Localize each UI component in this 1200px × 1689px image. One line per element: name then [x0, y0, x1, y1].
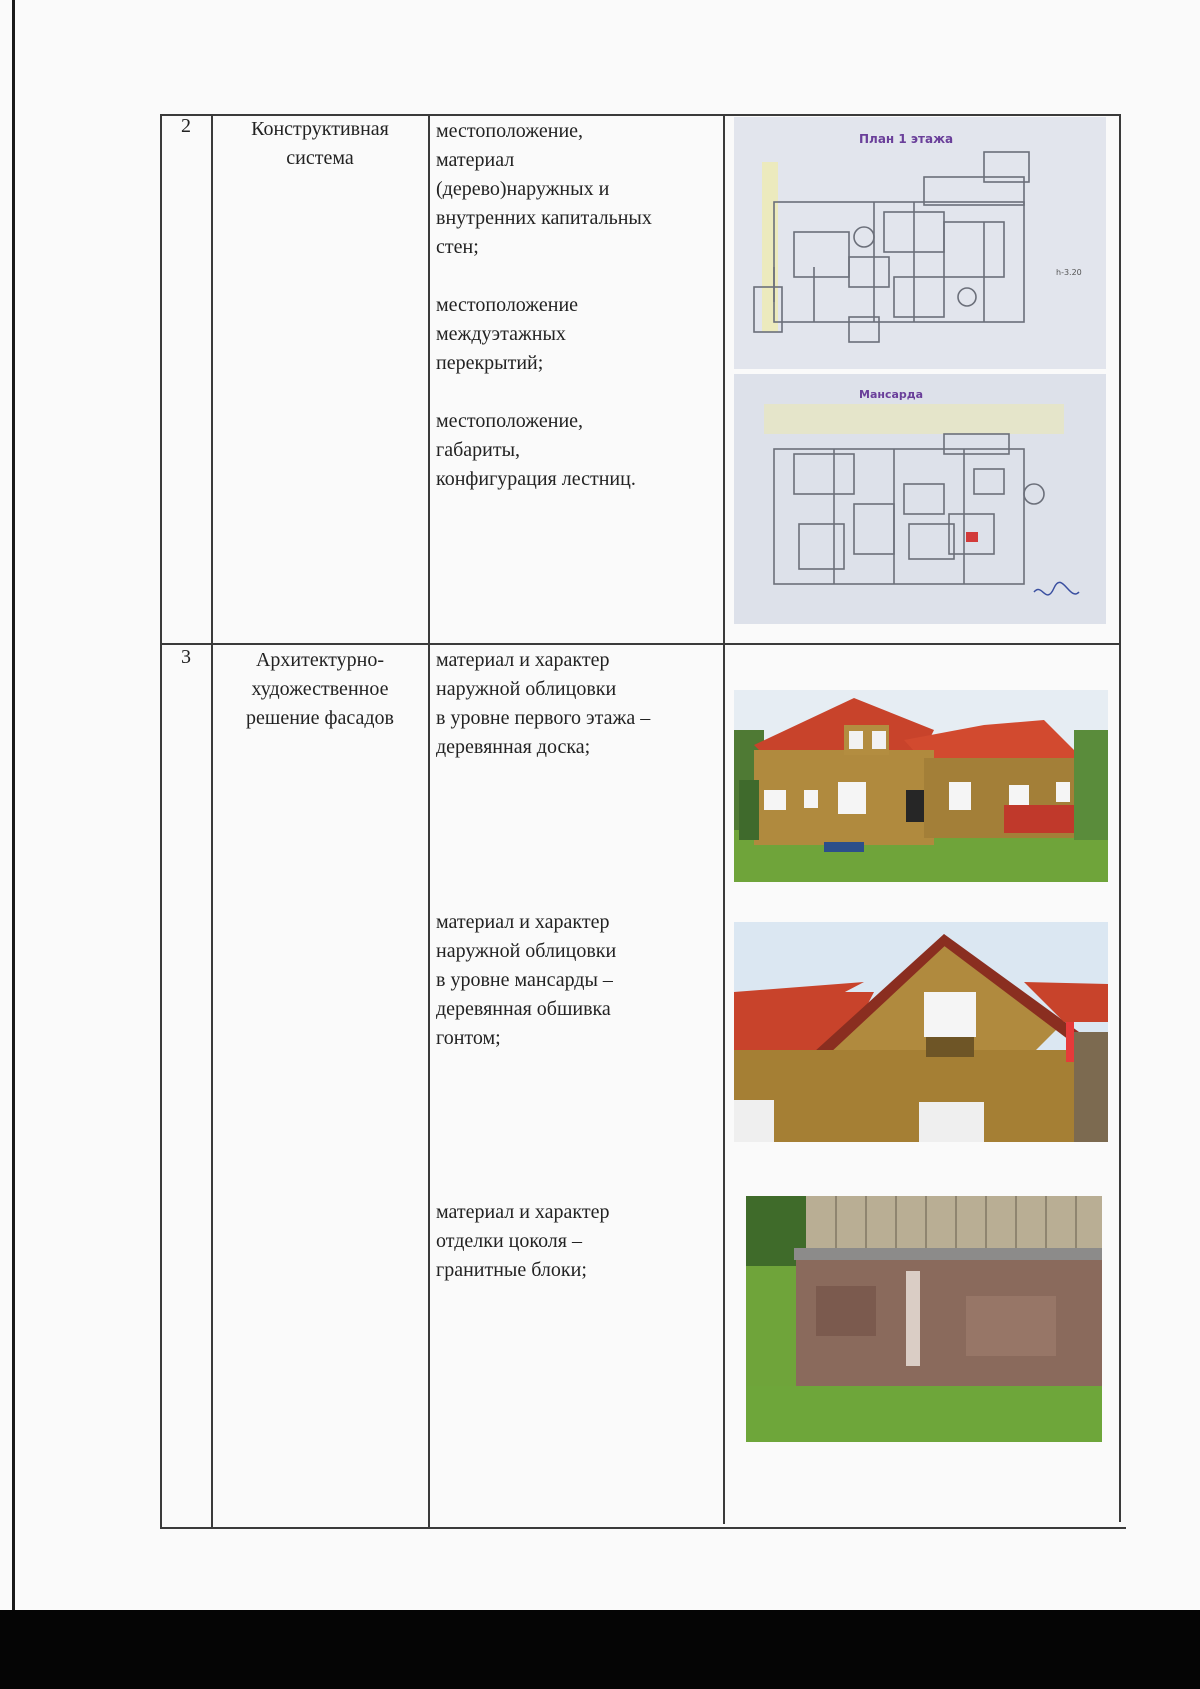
floor-plan-attic: [734, 374, 1106, 624]
row-number: 3: [181, 646, 191, 668]
row-item: материал и характер наружной облицовки в уровне мансарды – деревянная обшивка гонтом;: [436, 911, 617, 1049]
table-col-line-1: [160, 114, 162, 1529]
floor-plan-first-floor: [734, 117, 1106, 369]
row-item: местоположение, габариты, конфигурация лестниц.: [436, 410, 636, 490]
row-name: Архитектурно- художественное решение фасадов: [246, 649, 394, 729]
plan-title: Мансарда: [859, 388, 924, 401]
photo-house-first-floor: [734, 690, 1108, 882]
plan-title: План 1 этажа: [859, 132, 954, 146]
row-item: местоположение междуэтажных перекрытий;: [436, 294, 579, 374]
photo-granite-plinth: [746, 1196, 1102, 1442]
table-bottom-border: [160, 1527, 1126, 1529]
row-name: Конструктивная система: [251, 118, 389, 169]
table-col-line-3: [428, 114, 430, 1527]
row-item: материал и характер отделки цоколя – гранитные блоки;: [436, 1201, 610, 1281]
table-col-line-2: [211, 114, 213, 1529]
row-item: материал и характер наружной облицовки в уровне первого этажа – деревянная доска;: [436, 649, 651, 758]
photo-attic-facade: [734, 922, 1108, 1142]
scan-bottom-bar: [0, 1610, 1200, 1689]
table-col-line-4: [723, 114, 725, 1524]
scan-edge-line: [12, 0, 15, 1610]
table-right-border: [1119, 114, 1121, 1522]
row-item: местоположение, материал (дерево)наружных и внутренних капитальных стен;: [436, 120, 652, 258]
table-row-divider: [160, 643, 1121, 645]
plan-dimension: h-3.20: [1056, 268, 1082, 277]
row-number: 2: [181, 115, 191, 137]
